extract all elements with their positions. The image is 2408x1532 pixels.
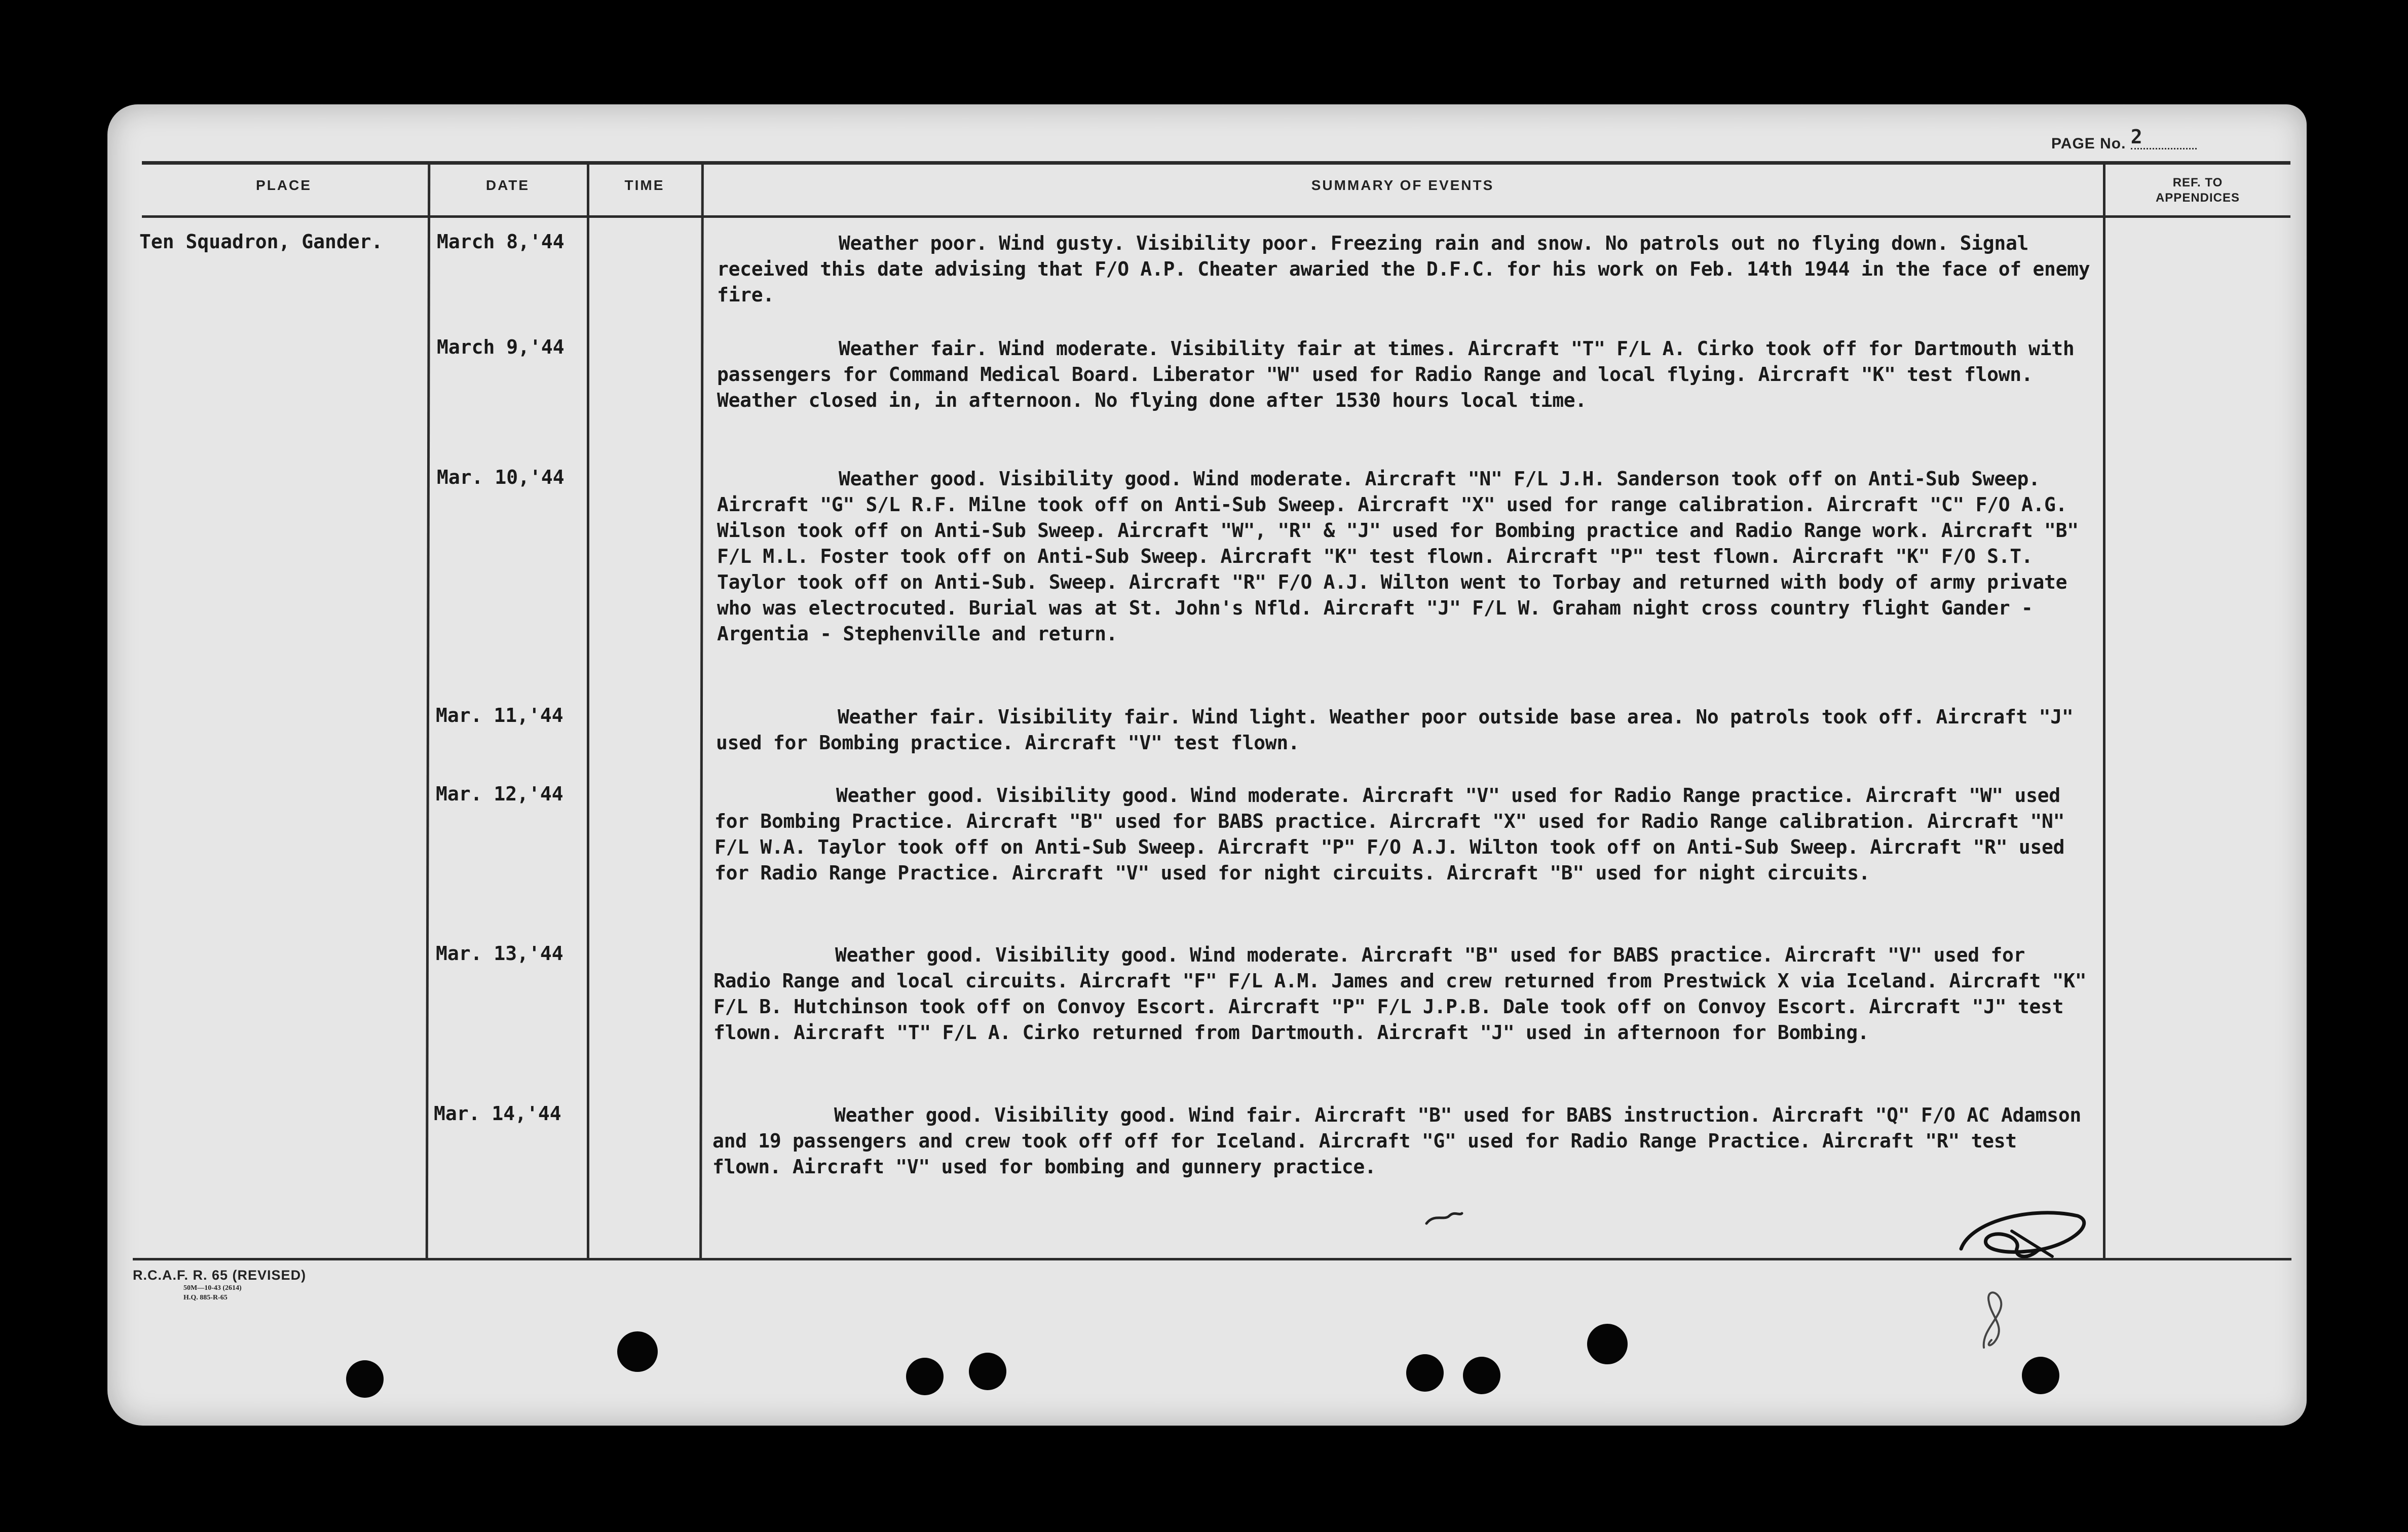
ink-squiggle [1424, 1211, 1464, 1226]
form-identifier [133, 1268, 306, 1303]
entry-date: Mar. 11,'44 [436, 704, 563, 726]
divider-date-time [587, 163, 589, 1260]
column-header-time: TIME [624, 177, 665, 193]
signature-mark [1951, 1201, 2098, 1272]
form-identifier-main: R.C.A.F. R. 65 (REVISED) [133, 1268, 307, 1283]
entry-summary: Weather fair. Visibility fair. Wind light. Weather poor outside base area. No patrols took off. Aircraft "J" used for Bombing practice. Aircraft "V" test flown. [716, 706, 2074, 754]
page-number-value: 2 [2131, 126, 2197, 149]
pencil-mark [1979, 1282, 2014, 1353]
entry-date: March 9,'44 [437, 336, 565, 358]
entry-summary: Weather good. Visibility good. Wind fair. Aircraft "B" used for BABS instruction. Aircraft "Q" F/O AC Adamson and 19 passengers and crew took off off for Iceland. Aircraft "G" used for Radio Range Practice. Aircraft "R" test flown. Aircraft "V" used for bombing and gunnery practice. [712, 1104, 2081, 1178]
entry-date: March 8,'44 [437, 231, 565, 253]
entry-date: Mar. 10,'44 [437, 466, 565, 488]
punch-hole [617, 1331, 658, 1372]
header-top-rule [142, 161, 2290, 165]
punch-hole [906, 1358, 944, 1395]
punch-hole [2022, 1357, 2059, 1394]
column-header-ref-line2: APPENDICES [2155, 191, 2240, 205]
place-cell: Ten Squadron, Gander. [139, 231, 383, 253]
entry-summary: Weather poor. Wind gusty. Visibility poor. Freezing rain and snow. No patrols out no flying down. Signal received this date advising that F/O A.P. Cheater awaried the D.F.C. for his work on Feb. 14th 1944 in the face of enemy fire. [717, 232, 2090, 306]
form-identifier-sub2: H.Q. 885-R-65 [183, 1294, 228, 1301]
column-header-date: DATE [485, 177, 530, 193]
divider-summary-ref [2103, 163, 2105, 1260]
page-number [2051, 126, 2197, 155]
entry-date: Mar. 13,'44 [436, 942, 563, 965]
punch-hole [1463, 1357, 1500, 1394]
form-identifier-sub1: 50M—10-43 (2614) [183, 1284, 242, 1292]
entry-summary: Weather good. Visibility good. Wind moderate. Aircraft "V" used for Radio Range practice. Aircraft "W" used for Bombing Practice. Aircraft "B" used for BABS practice. Aircraft "X" used for Radio Range calibration. Aircraft "N" F/L W.A. Taylor took off on Anti-Sub Sweep. Aircraft "P" F/O A.J. Wilton took off on Anti-Sub Sweep. Aircraft "R" used for Radio Range Practice. Aircraft "V" used for night circuits. Aircraft "B" used for night circuits. [714, 784, 2065, 884]
column-header-ref [2105, 175, 2290, 206]
punch-hole [1406, 1354, 1444, 1392]
header-bottom-rule [142, 215, 2290, 218]
column-header-summary: SUMMARY OF EVENTS [1311, 177, 1494, 193]
entry-date: Mar. 12,'44 [436, 783, 563, 805]
column-header-place: PLACE [256, 177, 312, 193]
entry-summary: Weather good. Visibility good. Wind moderate. Aircraft "N" F/L J.H. Sanderson took off on Anti-Sub Sweep. Aircraft "G" S/L R.F. Milne took off on Anti-Sub Sweep. Aircraft "X" used for range calibration. Aircraft "C" F/O A.G. Wilson took off on Anti-Sub Sweep. Aircraft "W", "R" & "J" used for Bombing practice and Radio Range work. Aircraft "B" F/L M.L. Foster took off on Anti-Sub Sweep. Aircraft "K" test flown. Aircraft "P" test flown. Aircraft "K" F/O S.T. Taylor took off on Anti-Sub. Sweep. Aircraft "R" F/O A.J. Wilton went to Torbay and returned with body of army private who was electrocuted. Burial was at St. John's Nfld. Aircraft "J" F/L W. Graham night cross country flight Gander - Argentia - Stephenville and return. [717, 468, 2079, 645]
column-header-ref-line1: REF. TO [2172, 176, 2223, 189]
entry-summary: Weather fair. Wind moderate. Visibility fair at times. Aircraft "T" F/L A. Cirko took off for Dartmouth with passengers for Command Medical Board. Liberator "W" used for Radio Range and local flying. Aircraft "K" test flown. Weather closed in, in afternoon. No flying done after 1530 hours local time. [717, 337, 2075, 411]
page-number-label: PAGE No. [2051, 135, 2126, 152]
punch-hole [969, 1353, 1006, 1390]
entry-summary: Weather good. Visibility good. Wind moderate. Aircraft "B" used for BABS practice. Aircraft "V" used for Radio Range and local circuits. Aircraft "F" F/L A.M. James and crew returned from Prestwick X via Iceland. Aircraft "K" F/L B. Hutchinson took off on Convoy Escort. Aircraft "P" F/L J.P.B. Dale took off on Convoy Escort. Aircraft "J" test flown. Aircraft "T" F/L A. Cirko returned from Dartmouth. Aircraft "J" used in afternoon for Bombing. [713, 944, 2087, 1044]
punch-hole [1587, 1324, 1628, 1364]
punch-hole [346, 1360, 384, 1398]
entry-date: Mar. 14,'44 [434, 1102, 561, 1125]
